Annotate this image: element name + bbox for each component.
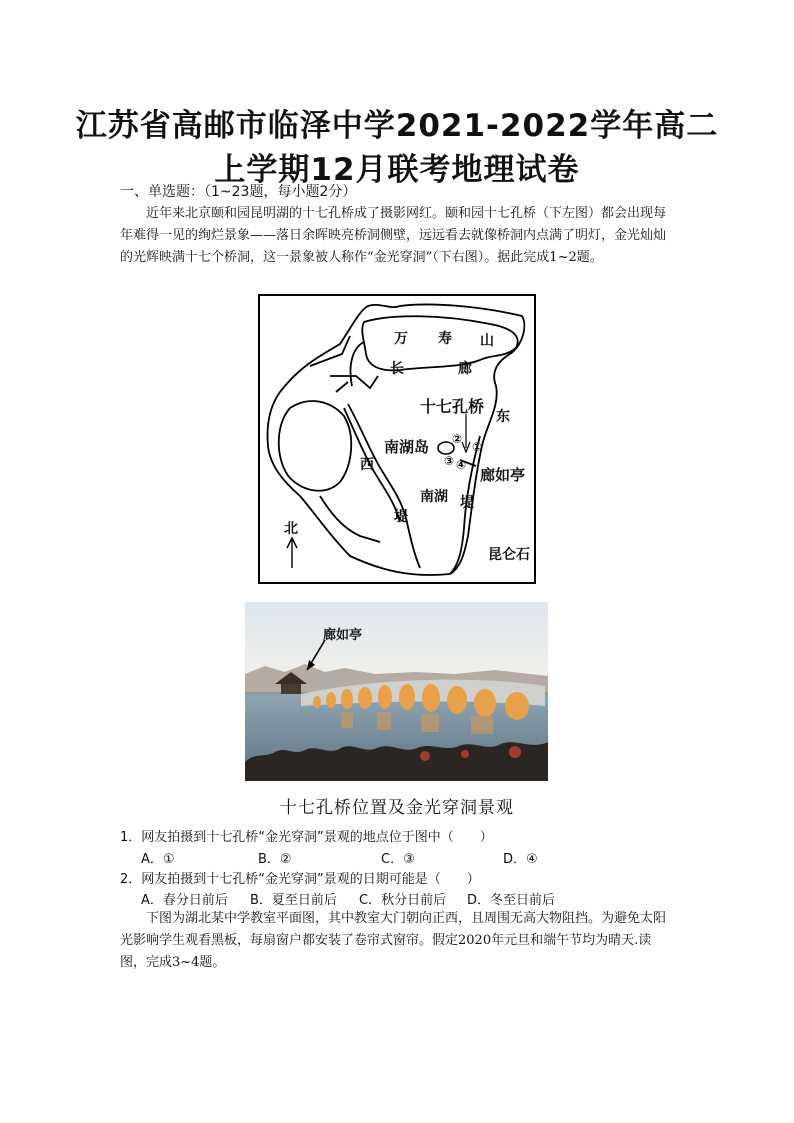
map-label-kunlunshi: 昆仑石 (488, 547, 530, 563)
map-label-langruting: 廊如亭 (480, 466, 526, 484)
question-2-stem: 2．网友拍摄到十七孔桥“金光穿洞”景观的日期可能是（ ） (120, 872, 480, 887)
q2-option-b: B．夏至日前后 (250, 893, 337, 908)
bridge-photo-illustration (245, 602, 548, 781)
map-label-lang: 廊 (458, 361, 472, 377)
marker-3: ③ (444, 454, 455, 468)
q2-option-d: D．冬至日前后 (467, 893, 556, 908)
q1-option-b: B．② (258, 852, 292, 867)
summer-palace-map (258, 294, 536, 584)
golden-light-photo (245, 602, 548, 781)
section-heading: 一、单选题：（1~23题，每小题2分） (120, 184, 357, 200)
figure-caption: 十七孔桥位置及金光穿洞景观 (280, 798, 514, 818)
map-label-east: 东 (496, 409, 510, 425)
question-1-stem: 1．网友拍摄到十七孔桥“金光穿洞”景观的地点位于图中（ ） (120, 830, 493, 845)
second-paragraph: 下图为湖北某中学教室平面图，其中教室大门朝向正西，且周围无高大物阻挡。为避免太阳光影响学生观看黑板，每扇窗户都安装了卷帘式窗帘。假定2020年元旦和端午节均为晴天.读图，完成3~4题。 (120, 911, 667, 970)
marker-4: ④ (456, 458, 467, 472)
q2-option-a: A．春分日前后 (141, 893, 228, 908)
map-label-shan: 山 (480, 333, 494, 349)
intro-paragraph: 近年来北京颐和园昆明湖的十七孔桥成了摄影网红。颐和园十七孔桥（下左图）都会出现每年难得一见的绚烂景象——落日余晖映亮桥洞侧壁，远远看去就像桥洞内点满了明灯，金光灿灿的光辉映满十七个桥洞，这一景象被人称作“金光穿洞”（下右图）。据此完成1~2题。 (120, 206, 667, 265)
map-label-di-west: 堤 (394, 509, 408, 525)
map-label-chang: 长 (390, 361, 404, 377)
map-label-nanhudao: 南湖岛 (384, 438, 430, 456)
marker-1: ① (472, 440, 483, 454)
exam-title-line2: 上学期12月联考地理试卷 (214, 152, 580, 188)
exam-title-line1: 江苏省高邮市临泽中学2021-2022学年高二 (75, 108, 719, 144)
q1-option-d: D．④ (503, 852, 538, 867)
q1-option-a: A．① (141, 852, 175, 867)
map-label-shou: 寿 (438, 331, 452, 347)
map-label-wan: 万 (394, 331, 408, 347)
q2-option-c: C．秋分日前后 (359, 893, 447, 908)
map-label-north: 北 (284, 521, 298, 537)
map-label-nanhu: 南湖 (420, 489, 448, 505)
map-label-xi: 西 (360, 457, 374, 473)
map-label-di-east: 堤 (460, 495, 474, 511)
marker-2: ② (452, 432, 463, 446)
map-label-bridge: 十七孔桥 (420, 397, 485, 416)
photo-label-langruting: 廊如亭 (323, 628, 363, 643)
q1-option-c: C．③ (381, 852, 415, 867)
